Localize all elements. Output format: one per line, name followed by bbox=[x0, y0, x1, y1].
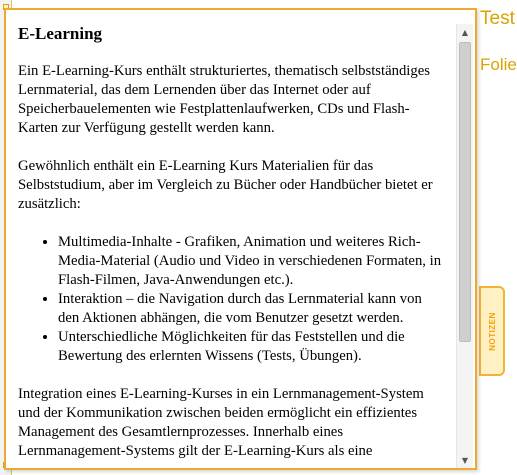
popup-content[interactable] bbox=[6, 10, 456, 468]
list-item: • Multimedia-Inhalte - Grafiken, Animation und weiteres Rich-Media-Material (Audio und Video in verschiedenen Formaten, in Flash-Filmen, Java-Anwendungen etc.). bbox=[58, 233, 444, 290]
popup-heading: E-Learning bbox=[18, 24, 103, 43]
scroll-up-icon[interactable]: ▲ bbox=[461, 27, 469, 37]
paragraph: Ein E-Learning-Kurs enthält strukturiertes, thematisch selbstständiges Lernmaterial, das dem Lernenden über das Internet oder auf Speicherbauelementen wie Festplattenlaufwerken, CDs und Flash-Karten zur Verfügung gestellt werden kann. bbox=[18, 63, 430, 136]
paragraph: Gewöhnlich enthält ein E-Learning Kurs Materialien für das Selbststudium, aber im Vergleich zu Bücher oder Handbücher bietet er zusätzlich: bbox=[18, 158, 433, 212]
background-title: Test bbox=[480, 8, 515, 29]
info-popup bbox=[4, 8, 477, 470]
background-subtitle: Folie bbox=[480, 55, 517, 74]
list-item: • Unterschiedliche Möglichkeiten für das Feststellen und die Bewertung des erlernten Wissens (Tests, Übungen). bbox=[58, 328, 444, 366]
list-item: • Interaktion – die Navigation durch das Lernmaterial kann von den Aktionen abhängen, die vom Benutzer gesetzt werden. bbox=[58, 290, 444, 328]
notes-tab-label: NOTIZEN bbox=[487, 311, 497, 351]
feature-list bbox=[18, 233, 444, 366]
notes-tab[interactable] bbox=[479, 286, 505, 376]
scrollbar-thumb[interactable] bbox=[459, 42, 471, 342]
paragraph: Integration eines E-Learning-Kurses in ein Lernmanagement-System und der Kommunikation zwischen beiden ermöglicht ein effizientes Management des Gesamtlernprozesses. Innerhalb eines Lernmanagement-Systems gilt der E-Learning-Kurs als eine bbox=[18, 386, 424, 459]
scroll-down-icon[interactable]: ▼ bbox=[461, 455, 469, 465]
vertical-scrollbar[interactable] bbox=[456, 24, 473, 468]
